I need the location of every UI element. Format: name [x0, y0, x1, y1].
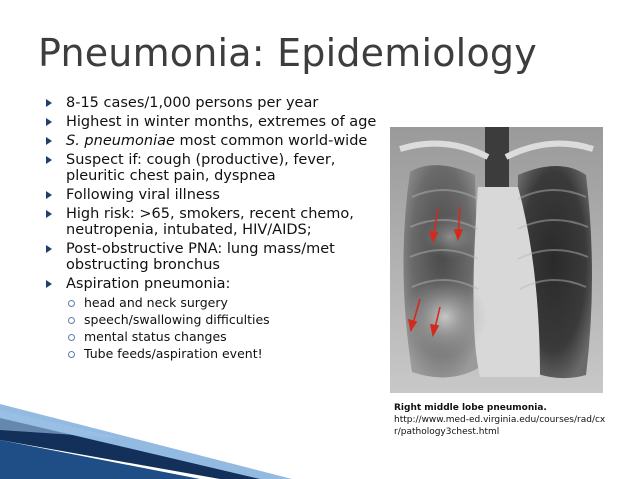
organism-name: S. pneumoniae	[66, 133, 175, 149]
triangle-bullet-icon	[46, 118, 52, 126]
bullet-item	[46, 187, 386, 203]
chest-xray-svg	[390, 127, 603, 393]
circle-bullet-icon	[68, 351, 75, 358]
bullet-text: Aspiration pneumonia:	[66, 276, 231, 292]
sub-bullet-item	[66, 328, 386, 345]
triangle-bullet-icon	[46, 137, 52, 145]
triangle-bullet-icon	[46, 191, 52, 199]
bullet-list	[46, 95, 386, 365]
triangle-bullet-icon	[46, 99, 52, 107]
sub-bullet-item	[66, 311, 386, 328]
sub-bullet-text: head and neck surgery	[84, 295, 228, 310]
bullet-text: Highest in winter months, extremes of age	[66, 114, 377, 130]
circle-bullet-icon	[68, 317, 75, 324]
bullet-item	[46, 206, 386, 238]
slide-title: Pneumonia: Epidemiology	[38, 31, 537, 75]
caption-title: Right middle lobe pneumonia.	[394, 403, 547, 413]
bullet-text: Suspect if: cough (productive), fever, pleuritic chest pain, dyspnea	[66, 152, 336, 184]
sub-bullet-text: Tube feeds/aspiration event!	[84, 346, 263, 361]
triangle-bullet-icon	[46, 245, 52, 253]
bullet-item	[46, 241, 386, 273]
caption-source-url: http://www.med-ed.virginia.edu/courses/rad/cxr/pathology3chest.html	[394, 415, 606, 437]
circle-bullet-icon	[68, 300, 75, 307]
triangle-bullet-icon	[46, 280, 52, 288]
sub-bullet-list	[66, 294, 386, 362]
bullet-text: High risk: >65, smokers, recent chemo, neutropenia, intubated, HIV/AIDS;	[66, 206, 354, 238]
bullet-item	[46, 133, 386, 149]
chest-xray-image	[390, 127, 603, 393]
sub-bullet-text: speech/swallowing difficulties	[84, 312, 270, 327]
circle-bullet-icon	[68, 334, 75, 341]
bullet-item	[46, 276, 386, 362]
sub-bullet-text: mental status changes	[84, 329, 227, 344]
bullet-item	[46, 114, 386, 130]
sub-bullet-item	[66, 345, 386, 362]
bullet-text: most common world-wide	[174, 133, 368, 149]
bullet-item	[46, 95, 386, 111]
bullet-text: Post-obstructive PNA: lung mass/met obstructing bronchus	[66, 241, 335, 273]
bullet-text: 8-15 cases/1,000 persons per year	[66, 95, 319, 111]
bullet-item	[46, 152, 386, 184]
triangle-bullet-icon	[46, 156, 52, 164]
image-caption	[394, 402, 609, 438]
bullet-text: Following viral illness	[66, 187, 220, 203]
sub-bullet-item	[66, 294, 386, 311]
triangle-bullet-icon	[46, 210, 52, 218]
